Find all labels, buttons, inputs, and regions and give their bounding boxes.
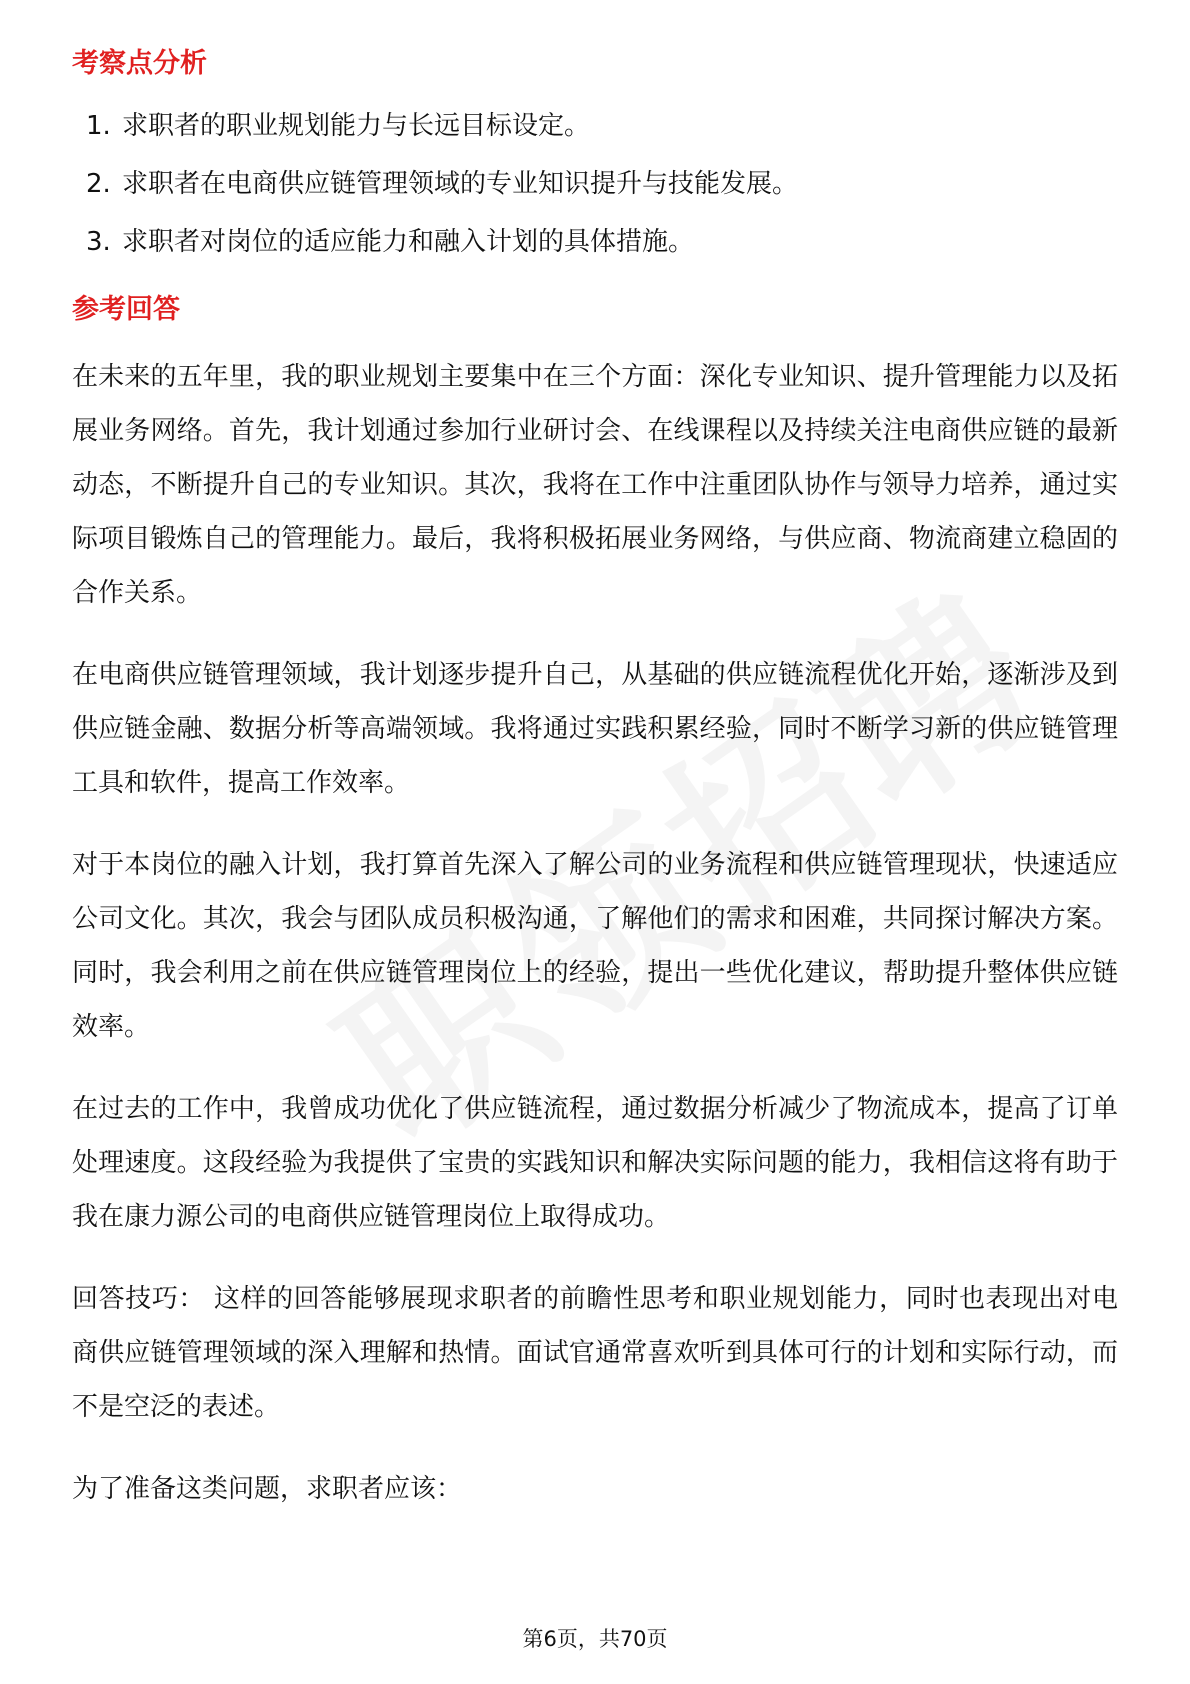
answer-paragraph: 对于本岗位的融入计划，我打算首先深入了解公司的业务流程和供应链管理现状，快速适应公司文化。其次，我会与团队成员积极沟通，了解他们的需求和困难，共同探讨解决方案。同时，我会利用之前在供应链管理岗位上的经验，提出一些优化建议，帮助提升整体供应链效率。 — [72, 850, 1118, 1042]
answer-paragraph: 在未来的五年里，我的职业规划主要集中在三个方面：深化专业知识、提升管理能力以及拓展业务网络。首先，我计划通过参加行业研讨会、在线课程以及持续关注电商供应链的最新动态，不断提升自己的专业知识。其次，我将在工作中注重团队协作与领导力培养，通过实际项目锻炼自己的管理能力。最后，我将积极拓展业务网络，与供应商、物流商建立稳固的合作关系。 — [72, 362, 1118, 608]
list-item-text: 求职者对岗位的适应能力和融入计划的具体措施。 — [122, 227, 695, 257]
list-item-number: 3. — [86, 227, 111, 257]
page-number: 第6页，共70页 — [522, 1627, 668, 1651]
list-item-text: 求职者在电商供应链管理领域的专业知识提升与技能发展。 — [122, 169, 799, 199]
list-item-number: 1. — [86, 111, 111, 141]
analysis-list — [72, 106, 1118, 262]
list-item-number: 2. — [86, 169, 111, 199]
answer-paragraph: 在过去的工作中，我曾成功优化了供应链流程，通过数据分析减少了物流成本，提高了订单处理速度。这段经验为我提供了宝贵的实践知识和解决实际问题的能力，我相信这将有助于我在康力源公司的电商供应链管理岗位上取得成功。 — [72, 1094, 1118, 1232]
page-content — [72, 44, 1118, 1544]
list-item-text: 求职者的职业规划能力与长远目标设定。 — [122, 111, 591, 141]
analysis-heading: 考察点分析 — [72, 48, 207, 79]
list-item — [72, 106, 1118, 146]
list-item — [72, 164, 1118, 204]
tips-paragraph: 回答技巧： 这样的回答能够展现求职者的前瞻性思考和职业规划能力，同时也表现出对电商供应链管理领域的深入理解和热情。面试官通常喜欢听到具体可行的计划和实际行动，而不是空泛的表述。 — [72, 1284, 1118, 1422]
answer-heading: 参考回答 — [72, 294, 180, 325]
answer-paragraph: 在电商供应链管理领域，我计划逐步提升自己，从基础的供应链流程优化开始，逐渐涉及到供应链金融、数据分析等高端领域。我将通过实践积累经验，同时不断学习新的供应链管理工具和软件，提高工作效率。 — [72, 660, 1118, 798]
list-item — [72, 222, 1118, 262]
preparation-paragraph: 为了准备这类问题，求职者应该： — [72, 1474, 463, 1504]
